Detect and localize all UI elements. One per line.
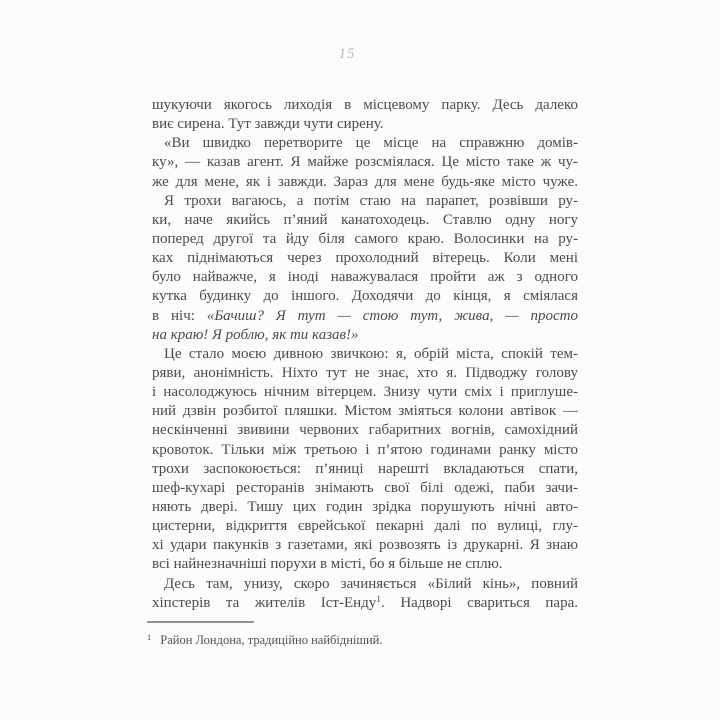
text-run: . Надворі свариться пара.	[381, 594, 578, 611]
text-run: хіпстерів та жителів Іст-Енду	[152, 594, 377, 611]
footnote	[147, 632, 573, 648]
text-line	[152, 173, 578, 192]
text-line	[152, 536, 578, 555]
text-line	[152, 230, 578, 249]
text-run: ки, наче якийсь п’яний канатоходець. Ставлю одну ногу	[152, 211, 578, 228]
text-run: цистерни, відкриття єврейської пекарні далі по вулиці, глу-	[152, 518, 578, 535]
text-line	[152, 115, 578, 134]
text-line	[152, 575, 578, 594]
text-line	[152, 211, 578, 230]
text-run: няють двері. Тишу цих годин зрідка порушують нічні авто-	[152, 498, 578, 515]
text-run: ках піднімаються через прохолодний вітерець. Коли мені	[152, 250, 578, 267]
text-line	[152, 441, 578, 460]
body-text	[152, 96, 578, 613]
footnote-marker: 1	[147, 632, 152, 642]
text-run: і насолоджуюсь нічним вітерцем. Знизу чути сміх і приглуше-	[152, 384, 578, 401]
text-line	[152, 287, 578, 306]
text-line	[152, 498, 578, 517]
text-run: виє сирена. Тут завжди чути сирену.	[152, 116, 384, 133]
text-run: кровоток. Тільки між третьою і п’ятою годинами ранку місто	[152, 441, 578, 458]
text-run: Десь там, унизу, скоро зачиняється «Білий кінь», повний	[164, 575, 578, 592]
text-run: ряви, анонімність. Ніхто тут не знає, хто я. Підводжу голову	[152, 364, 578, 381]
text-run: ку», — казав агент. Я майже розсміялася. Це місто таке ж чу-	[152, 154, 578, 171]
text-line	[152, 383, 578, 402]
text-line	[152, 364, 578, 383]
text-line	[152, 402, 578, 421]
text-line	[152, 460, 578, 479]
text-line	[152, 153, 578, 172]
text-line	[152, 345, 578, 364]
text-run: поперед другої та йду біля самого краю. Волосинки на ру-	[152, 230, 578, 247]
text-run: шеф-кухарі ресторанів знімають свої білі одежі, паби зачи-	[152, 479, 578, 496]
italic-text-run: «Бачиш? Я тут — стою тут, жива, — просто	[206, 307, 578, 324]
text-run: трохи заспокоюється: п’яниці нарешті вкладаються спати,	[152, 460, 578, 477]
footnote-text: Район Лондона, традиційно найбідніший.	[160, 633, 383, 647]
text-run: ний дзвін розбитої пляшки. Містом зміяться колони автівок —	[152, 403, 578, 420]
text-run: нескінченні звивини червоних габаритних вогнів, самохідний	[152, 422, 578, 439]
text-run: «Ви швидко перетворите це місце на справжню домів-	[164, 135, 578, 152]
text-run: в ніч:	[152, 307, 207, 324]
text-line	[152, 192, 578, 211]
text-line	[152, 421, 578, 440]
text-line	[152, 326, 578, 345]
text-run: Це стало моєю дивною звичкою: я, обрій міста, спокій тем-	[164, 345, 578, 362]
text-run: шукуючи якогось лиходія в місцевому парку. Десь далеко	[152, 97, 578, 113]
text-line	[152, 134, 578, 153]
footnote-reference: 1	[376, 594, 382, 605]
text-line	[152, 96, 578, 115]
page-number: 15	[338, 46, 356, 62]
text-line	[152, 594, 578, 613]
text-line	[152, 249, 578, 268]
footnote-divider	[147, 621, 254, 623]
text-line	[152, 479, 578, 498]
text-run: всі найнезначніші порухи в місті, бо я більше не сплю.	[152, 556, 503, 573]
text-run: кутка будинку до іншого. Доходячи до кінця, я сміялася	[152, 288, 578, 305]
text-run: було найважче, я іноді наважувалася пройти аж з одного	[152, 269, 578, 286]
text-line	[152, 555, 578, 574]
italic-text-run: на краю! Я роблю, як ти казав!»	[152, 326, 359, 343]
text-run: хі удари пакунків з газетами, які розвозять із друкарні. Я знаю	[152, 537, 578, 554]
text-line	[152, 307, 578, 326]
text-line	[152, 517, 578, 536]
text-run: Я трохи вагаюсь, а потім стаю на парапет, розвівши ру-	[164, 192, 578, 209]
text-line	[152, 268, 578, 287]
text-run: же для мене, як і завжди. Зараз для мене будь-яке місто чуже.	[152, 173, 578, 190]
